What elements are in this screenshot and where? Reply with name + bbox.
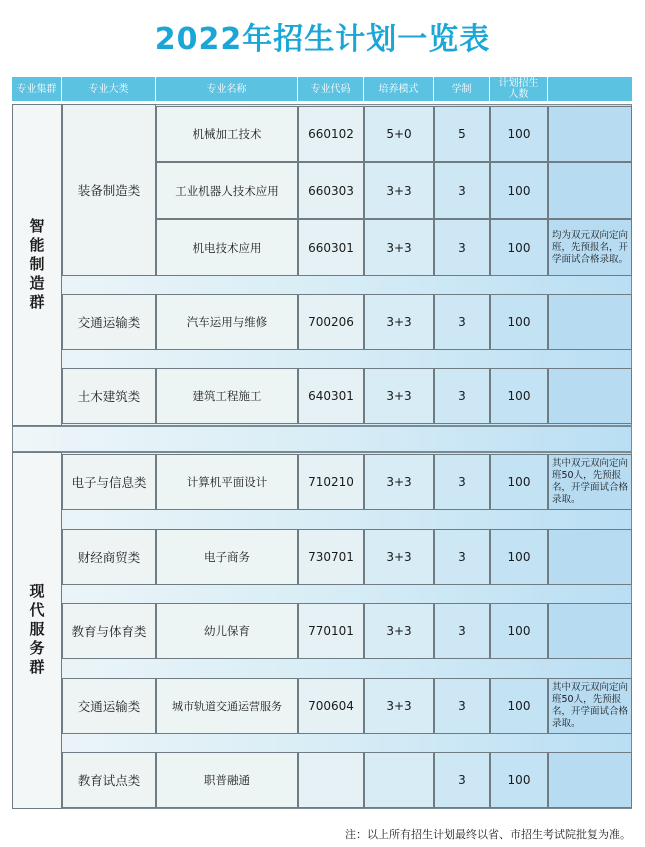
plan-count-cell: 100 — [490, 368, 548, 424]
major-code-cell: 660301 — [298, 219, 364, 276]
duration-cell: 3 — [434, 368, 490, 424]
major-name-cell: 电子商务 — [156, 529, 298, 585]
header-training-mode: 培养模式 — [364, 77, 434, 101]
major-code-cell — [298, 752, 364, 808]
duration-cell: 3 — [434, 603, 490, 659]
major-code-cell: 660102 — [298, 106, 364, 162]
major-code-cell: 660303 — [298, 162, 364, 219]
major-code-cell: 730701 — [298, 529, 364, 585]
major-code-cell: 770101 — [298, 603, 364, 659]
category-cell: 交通运输类 — [62, 678, 156, 734]
major-name-cell: 机械加工技术 — [156, 106, 298, 162]
duration-cell: 3 — [434, 219, 490, 276]
plan-count-cell: 100 — [490, 752, 548, 808]
note-cell: 其中双元双向定向班50人，先预报名，开学面试合格录取。 — [548, 678, 632, 734]
plan-count-cell: 100 — [490, 219, 548, 276]
major-name-cell: 建筑工程施工 — [156, 368, 298, 424]
duration-cell: 5 — [434, 106, 490, 162]
duration-cell: 3 — [434, 678, 490, 734]
duration-cell: 3 — [434, 294, 490, 350]
plan-count-cell: 100 — [490, 106, 548, 162]
training-mode-cell: 3+3 — [364, 529, 434, 585]
plan-count-cell: 100 — [490, 603, 548, 659]
major-code-cell: 700206 — [298, 294, 364, 350]
training-mode-cell: 3+3 — [364, 294, 434, 350]
category-cell: 交通运输类 — [62, 294, 156, 350]
category-cell: 教育试点类 — [62, 752, 156, 808]
major-name-cell: 汽车运用与维修 — [156, 294, 298, 350]
note-cell — [548, 529, 632, 585]
category-cell: 教育与体育类 — [62, 603, 156, 659]
training-mode-cell: 3+3 — [364, 162, 434, 219]
category-cell: 土木建筑类 — [62, 368, 156, 424]
training-mode-cell: 3+3 — [364, 603, 434, 659]
plan-count-cell: 100 — [490, 454, 548, 510]
header-plan: 计划招生 人数 — [490, 77, 548, 101]
major-name-cell: 城市轨道交通运营服务 — [156, 678, 298, 734]
note-cell — [548, 106, 632, 162]
header-notes — [548, 77, 632, 101]
major-name-cell: 幼儿保育 — [156, 603, 298, 659]
header-major-name: 专业名称 — [156, 77, 298, 101]
note-cell — [548, 368, 632, 424]
note-cell — [548, 294, 632, 350]
plan-count-cell: 100 — [490, 678, 548, 734]
section-separator — [12, 426, 632, 452]
training-mode-cell: 3+3 — [364, 368, 434, 424]
cluster-label: 现代服务群 — [27, 583, 46, 678]
training-mode-cell — [364, 752, 434, 808]
page-title: 2022年招生计划一览表 — [154, 22, 491, 57]
duration-cell: 3 — [434, 454, 490, 510]
plan-count-cell: 100 — [490, 294, 548, 350]
category-cell: 装备制造类 — [62, 104, 156, 276]
duration-cell: 3 — [434, 162, 490, 219]
note-cell: 其中双元双向定向班50人，先预报名，开学面试合格录取。 — [548, 454, 632, 510]
major-code-cell: 710210 — [298, 454, 364, 510]
header-duration: 学制 — [434, 77, 490, 101]
major-name-cell: 机电技术应用 — [156, 219, 298, 276]
plan-count-cell: 100 — [490, 529, 548, 585]
note-cell: 均为双元双向定向班，先预报名，开学面试合格录取。 — [548, 219, 632, 276]
major-name-cell: 计算机平面设计 — [156, 454, 298, 510]
note-cell — [548, 603, 632, 659]
training-mode-cell: 3+3 — [364, 219, 434, 276]
header-cluster: 专业集群 — [12, 77, 62, 101]
cluster-modern-services — [12, 452, 62, 809]
major-code-cell: 640301 — [298, 368, 364, 424]
category-cell: 电子与信息类 — [62, 454, 156, 510]
training-mode-cell: 3+3 — [364, 678, 434, 734]
footnote: 注：以上所有招生计划最终以省、市招生考试院批复为准。 — [345, 828, 631, 841]
major-name-cell: 工业机器人技术应用 — [156, 162, 298, 219]
major-code-cell: 700604 — [298, 678, 364, 734]
note-cell — [548, 162, 632, 219]
duration-cell: 3 — [434, 752, 490, 808]
training-mode-cell: 5+0 — [364, 106, 434, 162]
header-category: 专业大类 — [62, 77, 156, 101]
major-name-cell: 职普融通 — [156, 752, 298, 808]
header-major-code: 专业代码 — [298, 77, 364, 101]
duration-cell: 3 — [434, 529, 490, 585]
cluster-label: 智能制造群 — [27, 217, 46, 313]
plan-count-cell: 100 — [490, 162, 548, 219]
cluster-smart-manufacturing — [12, 104, 62, 426]
note-cell — [548, 752, 632, 808]
category-cell: 财经商贸类 — [62, 529, 156, 585]
training-mode-cell: 3+3 — [364, 454, 434, 510]
